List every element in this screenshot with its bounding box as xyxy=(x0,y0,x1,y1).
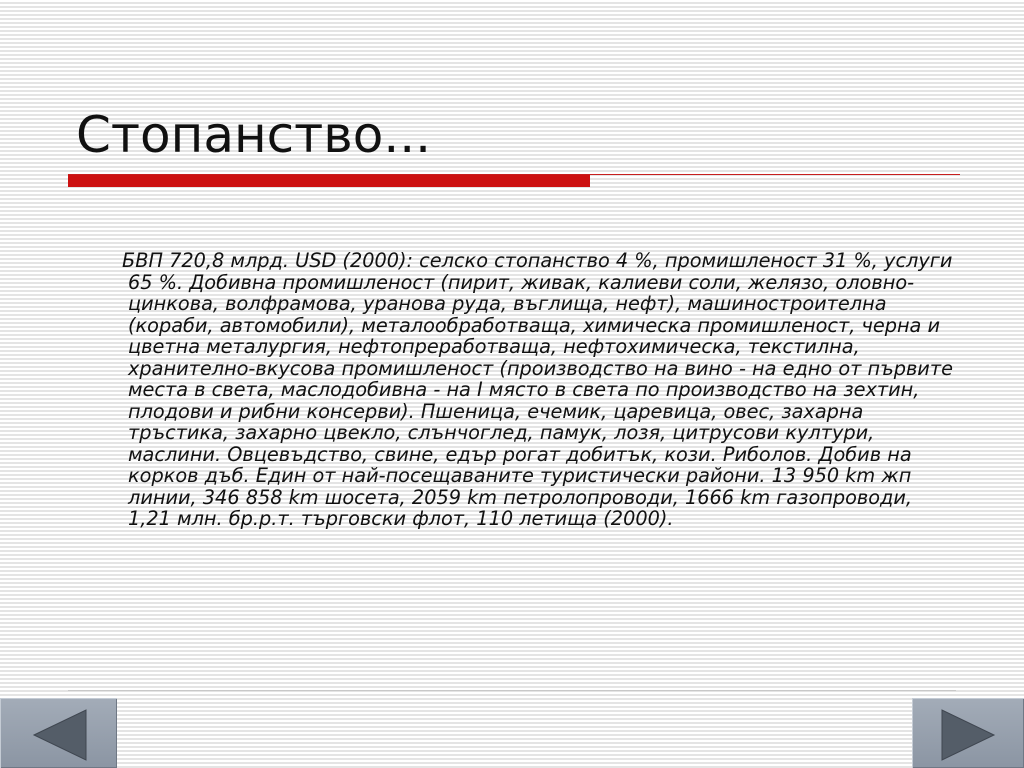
previous-slide-button[interactable] xyxy=(0,698,117,768)
slide-body-text: БВП 720,8 млрд. USD (2000): селско стопанство 4 %, промишленост 31 %, услуги 65 %. Добивна промишленост (пирит, живак, калиеви соли, желязо, оловно-цинкова, волфрамова, уранова руда, въглища, нефт), машиностроителна (кораби, автомобили), металообработваща, химическа промишленост, черна и цветна металургия, нефтопреработваща, нефтохимическа, текстилна, хранително-вкусова промишленост (производство на вино - на едно от първите места в света, маслодобивна - на I място в света по производство на зехтин, плодови и рибни консерви). Пшеница, ечемик, царевица, овес, захарна тръстика, захарно цвекло, слънчоглед, памук, лозя, цитрусови култури, маслини. Овцевъдство, свине, едър рогат добитък, кози. Риболов. Добив на корков дъб. Един от най-посещаваните туристически райони. 13 950 km жп линии, 346 858 km шосета, 2059 km петролопроводи, 1666 km газопроводи, 1,21 млн. бр.р.т. търговски флот, 110 летища (2000). xyxy=(122,249,953,530)
triangle-left-icon xyxy=(0,698,117,768)
slide-title: Стопанство... xyxy=(76,106,432,164)
title-divider-accent xyxy=(68,175,590,187)
triangle-right-icon xyxy=(912,698,1024,768)
footer-divider xyxy=(68,690,956,691)
next-slide-button[interactable] xyxy=(912,698,1024,768)
